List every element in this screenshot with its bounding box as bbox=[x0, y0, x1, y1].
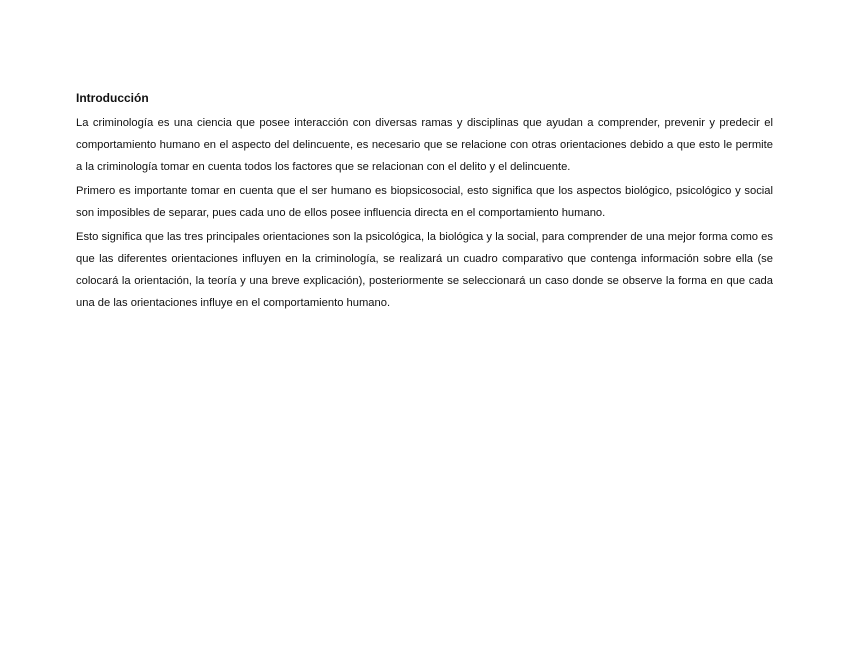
section-heading: Introducción bbox=[76, 91, 149, 105]
paragraph-3: Esto significa que las tres principales orientaciones son la psicológica, la biológica y la social, para comprender de una mejor forma como es que las diferentes orientaciones influyen en la criminología, se realizará un cuadro comparativo que contenga información sobre ella (se colocará la orientación, la teoría y una breve explicación), posteriormente se seleccionará un caso donde se observe la forma en que cada una de las orientaciones influye en el comportamiento humano. bbox=[76, 231, 773, 309]
paragraph-1: La criminología es una ciencia que posee interacción con diversas ramas y disciplinas que ayudan a comprender, prevenir y predecir el comportamiento humano en el aspecto del delincuente, es necesario que se relacione con otras orientaciones debido a que esto le permite a la criminología tomar en cuenta todos los factores que se relacionan con el delito y el delincuente. bbox=[76, 117, 773, 173]
document-page bbox=[76, 88, 773, 316]
paragraph-2: Primero es importante tomar en cuenta que el ser humano es biopsicosocial, esto significa que los aspectos biológico, psicológico y social son imposibles de separar, pues cada uno de ellos posee influencia directa en el comportamiento humano. bbox=[76, 185, 773, 219]
